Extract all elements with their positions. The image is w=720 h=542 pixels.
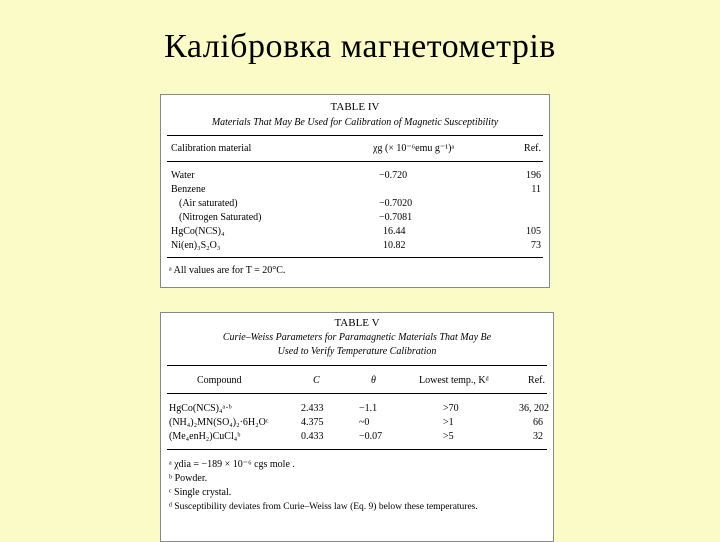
table-row-cell: 4.375 [301,417,324,428]
table-iv-label: TABLE IV [330,101,380,113]
table-row-cell: 73 [531,240,541,251]
table-row-cell: 11 [531,184,541,195]
table-iv-bottom-rule [167,257,543,258]
table-v-header-theta: θ [371,375,376,386]
table-row-cell: (Me₄enH₂)CuCl₄ᵇ [169,431,241,442]
table-row-cell: Water [171,170,195,181]
table-v-header-rule [167,393,547,394]
table-row-cell: Benzene [171,184,206,195]
table-v-image [160,312,554,542]
table-row-cell: −0.720 [379,170,408,181]
table-row-cell: (NH₄)₂MN(SO₄)₂·6H₂Oᶜ [169,417,269,428]
table-row-cell: ~0 [359,417,370,428]
table-v-footnote: ᵇ Powder. [169,473,208,484]
table-row-cell: 105 [526,226,541,237]
table-v-footnote: ᵈ Susceptibility deviates from Curie–Weiss law (Eq. 9) below these temperatures. [169,502,478,512]
table-v-header-ref: Ref. [528,375,545,386]
table-row-cell: >5 [443,431,454,442]
table-row-cell: HgCo(NCS)₄ᵃ·ᵇ [169,403,232,414]
table-v-top-rule [167,365,547,366]
table-v-footnote: ᶜ Single crystal. [169,487,232,498]
table-row-cell: 36, 202 [519,403,549,414]
table-iv-caption: Materials That May Be Used for Calibration of Magnetic Susceptibility [211,117,499,128]
table-v-bottom-rule [167,449,547,450]
table-v-footnote: ᵃ χdia = −189 × 10⁻⁶ cgs mole . [169,459,295,470]
table-iv-header-chi: χg (× 10⁻⁶emu g⁻¹)ᵃ [373,143,455,154]
table-row-cell: 10.82 [383,240,406,251]
table-row-cell: (Nitrogen Saturated) [179,212,262,223]
table-row-cell: 32 [533,431,543,442]
table-iv-header-material: Calibration material [171,143,252,154]
table-row-cell: HgCo(NCS)₄ [171,226,225,237]
table-row-cell: 2.433 [301,403,324,414]
table-iv-header-ref: Ref. [524,143,541,154]
table-iv-header-rule [167,161,543,162]
table-v-header-compound: Compound [197,375,242,386]
slide-title: Калібровка магнетометрів [164,28,556,65]
table-v-header-lowest-temp: Lowest temp., Kᵈ [419,375,489,386]
table-row-cell: 66 [533,417,543,428]
table-row-cell: 0.433 [301,431,324,442]
table-row-cell: −0.7081 [379,212,413,223]
table-row-cell: −0.7020 [379,198,413,209]
table-v-header-c: C [313,375,320,386]
table-row-cell: >70 [443,403,459,414]
table-row-cell: −0.07 [359,431,383,442]
table-iv-footnote: ᵃ All values are for T = 20°C. [169,265,286,276]
table-row-cell: 196 [526,170,541,181]
table-row-cell: −1.1 [359,403,378,414]
table-iv-image [160,94,550,288]
table-v-label: TABLE V [334,317,380,329]
table-row-cell: >1 [443,417,454,428]
table-v-caption-line2: Used to Verify Temperature Calibration [277,346,437,357]
table-row-cell: 16.44 [383,226,406,237]
table-v-caption-line1: Curie–Weiss Parameters for Paramagnetic Materials That May Be [222,332,492,343]
table-row-cell: Ni(en)₃S₂O₃ [171,240,221,251]
table-iv-top-rule [167,135,543,136]
table-row-cell: (Air saturated) [179,198,238,209]
